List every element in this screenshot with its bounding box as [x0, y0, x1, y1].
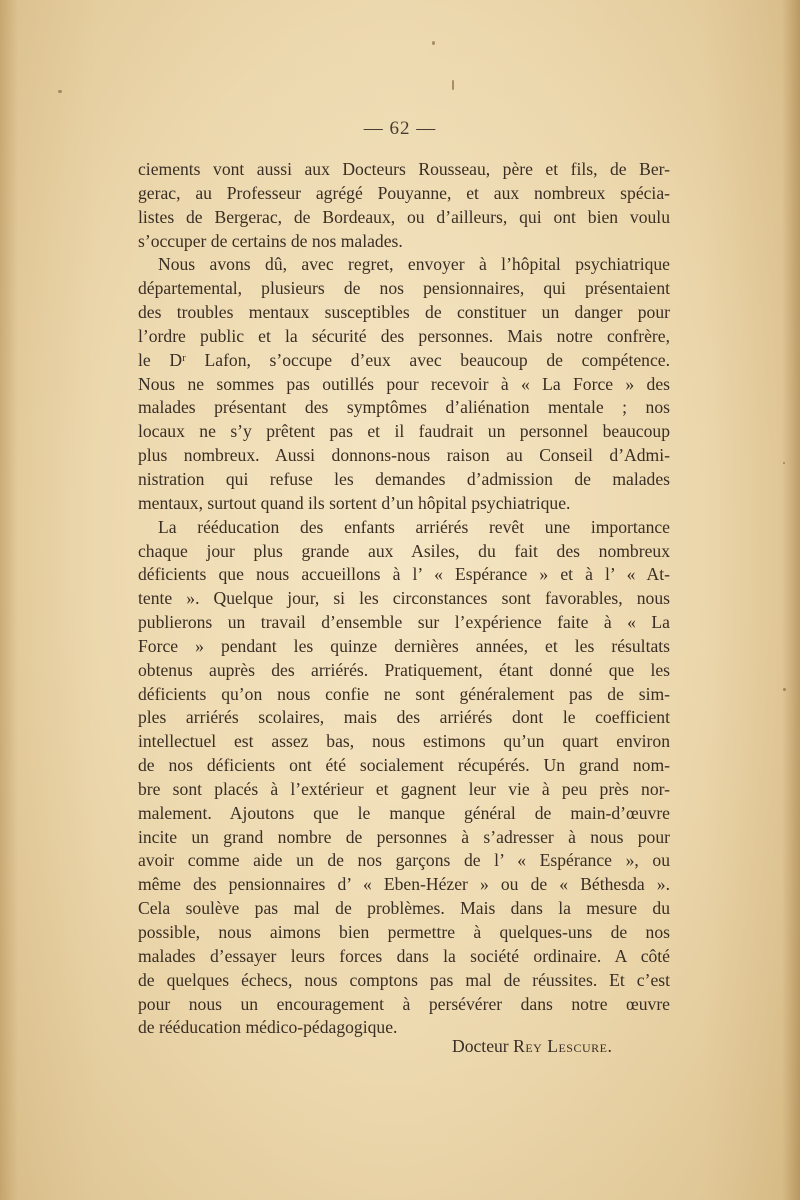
text-line: incite un grand nombre de personnes à s’adresser à nous pour — [138, 826, 670, 847]
text-line: obtenus auprès des arriérés. Pratiquement, étant donné que les — [138, 659, 670, 680]
text-line: locaux ne s’y prêtent pas et il faudrait un personnel beaucoup — [138, 421, 670, 442]
signature-name: Rey Lescure. — [513, 1036, 613, 1056]
text-line: départemental, plusieurs de nos pensionnaires, qui présentaient — [138, 278, 670, 299]
text-line: l’ordre public et la sécurité des personnes. Mais notre confrère, — [138, 325, 670, 346]
text-line: plus nombreux. Aussi donnons-nous raison au Conseil d’Admi- — [138, 445, 670, 466]
text-line: gerac, au Professeur agrégé Pouyanne, et aux nombreux spécia- — [138, 182, 670, 203]
ink-speck — [58, 90, 62, 93]
text-line: des troubles mentaux susceptibles de constituer un danger pour — [138, 302, 670, 323]
text-line: de nos déficients ont été socialement récupérés. Un grand nom- — [138, 755, 670, 776]
body-text — [138, 158, 670, 1040]
text-line: La rééducation des enfants arriérés revêt une importance — [158, 516, 670, 537]
text-line: publierons un travail d’ensemble sur l’expérience faite à « La — [138, 612, 670, 633]
text-line: Cela soulève pas mal de problèmes. Mais dans la mesure du — [138, 898, 670, 919]
text-line: bre sont placés à l’extérieur et gagnent leur vie à peu près nor- — [138, 778, 670, 799]
text-line: malades présentant des symptômes d’aliénation mentale ; nos — [138, 397, 670, 418]
text-line: pour nous un encouragement à persévérer dans notre œuvre — [138, 993, 670, 1014]
right-edge-shadow — [782, 0, 800, 1200]
text-line: malades d’essayer leurs forces dans la société ordinaire. A côté — [138, 945, 670, 966]
text-line: de rééducation médico-pédagogique. — [138, 1017, 398, 1038]
text-line: Force » pendant les quinze dernières années, et les résultats — [138, 635, 670, 656]
text-line: même des pensionnaires d’ « Eben-Hézer » ou de « Béthesda ». — [138, 874, 670, 895]
text-line: le Dʳ Lafon, s’occupe d’eux avec beaucoup de compétence. — [138, 349, 670, 370]
text-line: malement. Ajoutons que le manque général de main-d’œuvre — [138, 802, 670, 823]
text-line: de quelques échecs, nous comptons pas mal de réussites. Et c’est — [138, 969, 670, 990]
text-line: ples arriérés scolaires, mais des arriérés dont le coefficient — [138, 707, 670, 728]
text-line: intellectuel est assez bas, nous estimons qu’un quart environ — [138, 731, 670, 752]
text-line: chaque jour plus grande aux Asiles, du fait des nombreux — [138, 540, 670, 561]
text-line: Nous avons dû, avec regret, envoyer à l’hôpital psychiatrique — [158, 254, 670, 275]
text-line: avoir comme aide un de nos garçons de l’ « Espérance », ou — [138, 850, 670, 871]
text-line: listes de Bergerac, de Bordeaux, ou d’ailleurs, qui ont bien voulu — [138, 206, 670, 227]
left-edge-shadow — [0, 0, 18, 1200]
text-line: Nous ne sommes pas outillés pour recevoir à « La Force » des — [138, 373, 670, 394]
text-line: mentaux, surtout quand ils sortent d’un hôpital psychiatrique. — [138, 492, 571, 513]
ink-speck — [783, 688, 786, 691]
ink-speck — [452, 80, 454, 90]
text-line: tente ». Quelque jour, si les circonstances sont favorables, nous — [138, 588, 670, 609]
text-line: possible, nous aimons bien permettre à quelques-uns de nos — [138, 922, 670, 942]
ink-speck — [783, 462, 785, 464]
text-line: nistration qui refuse les demandes d’admission de malades — [138, 468, 670, 489]
signature — [452, 1036, 612, 1057]
page-number: — 62 — — [363, 118, 437, 139]
signature-title: Docteur — [452, 1036, 509, 1056]
text-line: ciements vont aussi aux Docteurs Rousseau, père et fils, de Ber- — [138, 159, 670, 179]
text-line: s’occuper de certains de nos malades. — [138, 230, 403, 251]
text-line: déficients qu’on nous confie ne sont généralement pas de sim- — [138, 683, 670, 704]
ink-speck — [432, 41, 435, 45]
text-line: déficients que nous accueillons à l’ « Espérance » et à l’ « At- — [138, 564, 670, 585]
